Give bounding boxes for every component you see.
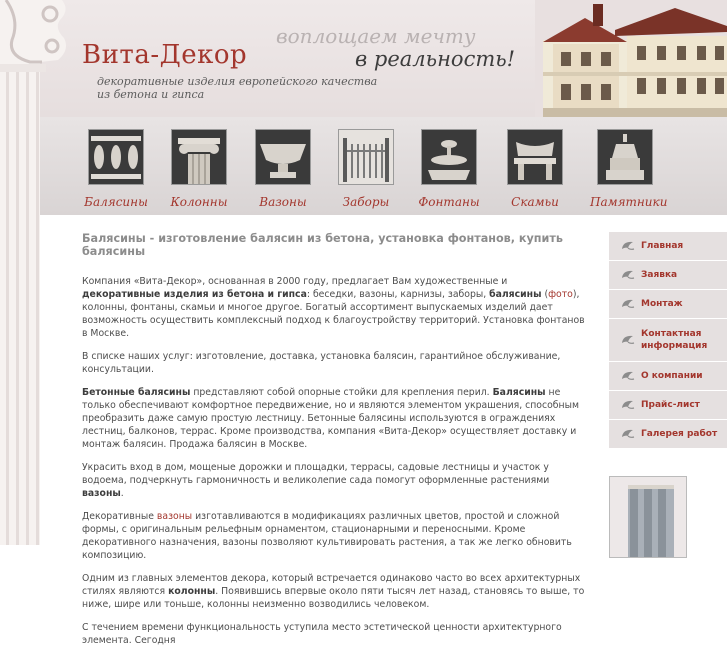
- leaf-icon: [621, 333, 635, 347]
- nav-item-monuments[interactable]: [590, 125, 668, 211]
- monument-icon: [597, 129, 653, 185]
- stairs-photo-icon: [610, 477, 686, 557]
- history-paragraph: С течением времени функциональность уступила место эстетической ценности архитектурного элемента. Сегодня: [82, 622, 562, 646]
- intro-paragraph: Компания «Вита-Декор», основанная в 2000 году, предлагает Вам художественные и декоративные изделия из бетона и гипса: беседки, вазоны, карнизы, заборы, балясины (фото), колонны, фонтаны, скамьи и многое другое. Богатый ассортимент выпускаемых изделий дает возможность осуществить комплексный подход к благоустройству территорий. Установка фонтанов в Москве.: [82, 276, 585, 339]
- nav-label: Заборы: [342, 195, 390, 209]
- column-capital-icon: [171, 129, 227, 185]
- nav-label: Памятники: [590, 195, 668, 209]
- main-content: [82, 232, 587, 657]
- leaf-icon: [621, 268, 635, 282]
- sidebar-item-pricelist[interactable]: Прайс-лист: [609, 391, 727, 420]
- vases-link[interactable]: вазоны: [156, 511, 193, 522]
- nav-label: Фонтаны: [418, 195, 480, 209]
- site-tagline: [97, 75, 377, 101]
- leaf-icon: [621, 398, 635, 412]
- photo-link[interactable]: фото: [548, 289, 573, 300]
- slogan-line-2: в реальность!: [355, 47, 516, 71]
- decorative-column: [0, 0, 72, 545]
- nav-label: Скамьи: [511, 195, 559, 209]
- site-logo[interactable]: Вита-Декор: [82, 40, 248, 70]
- baluster-icon: [88, 129, 144, 185]
- vases-paragraph: Декоративные вазоны изготавливаются в модификациях различных цветов, простой и сложной формы, с оригинальным рельефным орнаментом, стационарными и переносными. Кроме декоративного назначения, вазоны позволяют культивировать растения, а так же легко обновить композицию.: [82, 511, 572, 561]
- nav-label: Вазоны: [259, 195, 307, 209]
- tagline-line-2: из бетона и гипса: [97, 88, 205, 101]
- fence-icon: [338, 129, 394, 185]
- sidebar-item-gallery[interactable]: Галерея работ: [609, 420, 727, 449]
- tagline-line-1: декоративные изделия европейского качества: [97, 75, 378, 88]
- sidebar-item-home[interactable]: Главная: [609, 232, 727, 261]
- sidebar-menu: [609, 232, 727, 449]
- bench-icon: [507, 129, 563, 185]
- fountain-icon: [421, 129, 477, 185]
- nav-item-benches[interactable]: [500, 125, 570, 211]
- nav-item-balusters[interactable]: [81, 125, 151, 211]
- services-paragraph: В списке наших услуг: изготовление, доставка, установка балясин, гарантийное обслуживание, консультации.: [82, 351, 561, 375]
- site-header: [0, 0, 727, 117]
- nav-label: Колонны: [170, 195, 228, 209]
- building-photo: [535, 0, 727, 117]
- sidebar-photo[interactable]: [609, 476, 687, 558]
- nav-item-vases[interactable]: [248, 125, 318, 211]
- sidebar-item-contacts[interactable]: Контактная информация: [609, 319, 727, 362]
- sidebar-item-installation[interactable]: Монтаж: [609, 290, 727, 319]
- leaf-icon: [621, 427, 635, 441]
- sidebar-item-request[interactable]: Заявка: [609, 261, 727, 290]
- slogan-line-1: воплощаем мечту: [276, 24, 476, 48]
- garden-paragraph: Украсить вход в дом, мощеные дорожки и площадки, террасы, садовые лестницы и участок у водоема, подчеркнуть гармоничность и великолепие сада помогут оформленные растениями вазоны.: [82, 462, 550, 499]
- leaf-icon: [621, 239, 635, 253]
- nav-label: Балясины: [84, 195, 148, 209]
- vase-icon: [255, 129, 311, 185]
- nav-item-fences[interactable]: [331, 125, 401, 211]
- sidebar-item-about[interactable]: О компании: [609, 362, 727, 391]
- leaf-icon: [621, 369, 635, 383]
- leaf-icon: [621, 297, 635, 311]
- columns-paragraph: Одним из главных элементов декора, который встречается одинаково часто во всех архитектурных стилях являются колонны. Появившись впервые около пяти тысяч лет назад, становясь то выше, то ниже, шире или тоньше, колонны неизменно возводились человеком.: [82, 573, 585, 610]
- nav-item-columns[interactable]: [164, 125, 234, 211]
- page-title: Балясины - изготовление балясин из бетона, установка фонтанов, купить балясины: [82, 232, 563, 258]
- balusters-paragraph: Бетонные балясины представляют собой опорные стойки для крепления перил. Балясины не только обеспечивают комфортное передвижение, но и являются элементом украшения, способным преобразить даже самую простую лестницу. Бетонные балясины используются в ограждениях лестниц, балконов, террас. Кроме производства, компания «Вита-Декор» осуществляет доставку и монтаж балясин. Продажа балясин в Москве.: [82, 387, 579, 450]
- nav-item-fountains[interactable]: [414, 125, 484, 211]
- product-nav: [0, 117, 727, 215]
